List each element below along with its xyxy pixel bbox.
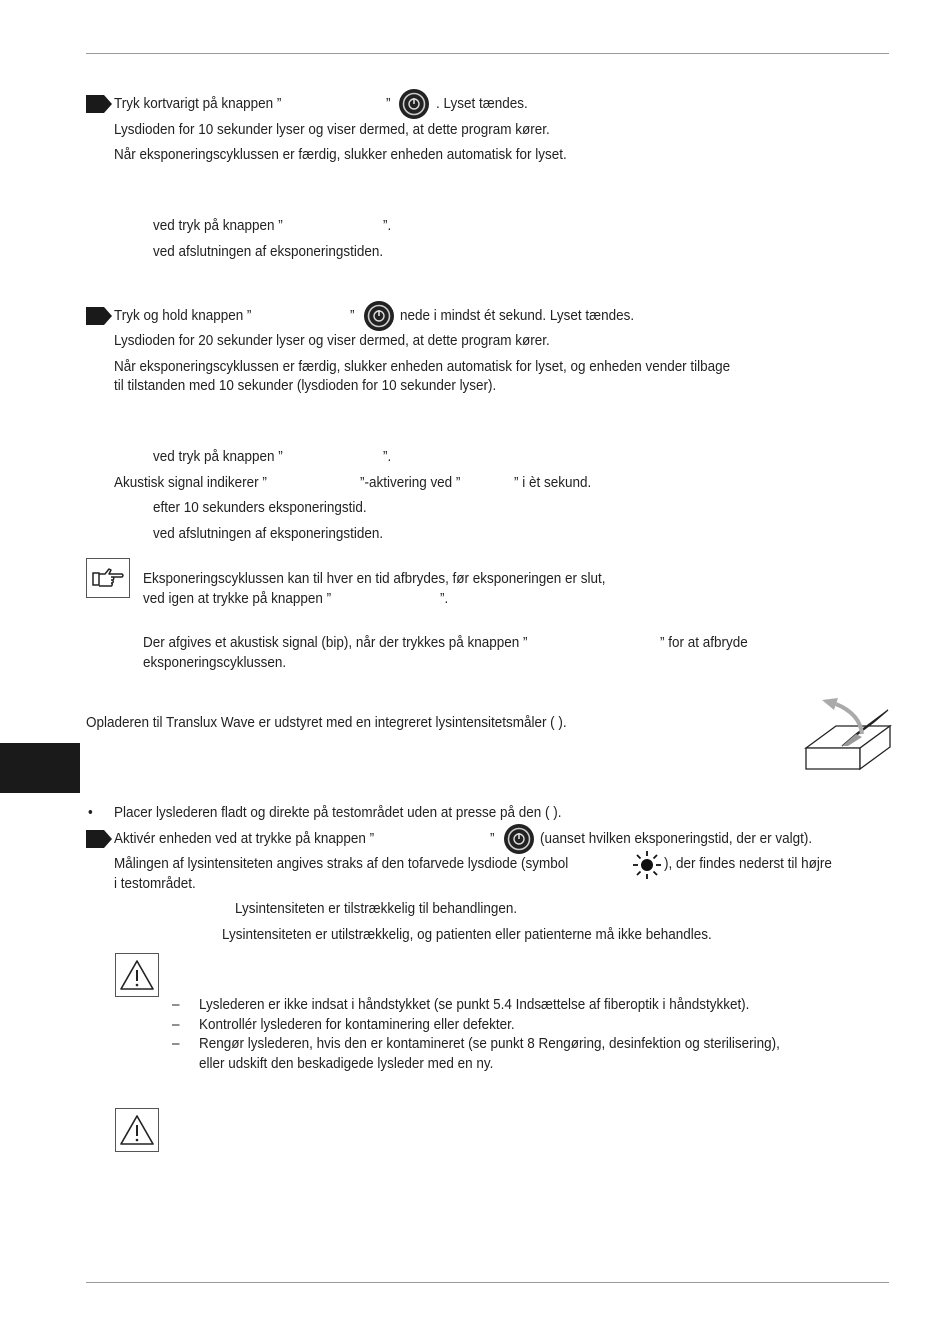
- w1-dash: –: [172, 997, 180, 1013]
- s1-line3: Når eksponeringscyklussen er færdig, slukker enheden automatisk for lyset.: [114, 147, 567, 163]
- s2-bullet-b: efter 10 sekunders eksponeringstid.: [153, 500, 367, 516]
- s2-quote-close: ”: [350, 308, 355, 324]
- header-rule: [86, 53, 889, 54]
- s2-line1: Tryk og hold knappen ”: [114, 308, 252, 324]
- w1-item: Rengør lyslederen, hvis den er kontamineret (se punkt 8 Rengøring, desinfektion og sterilisering),: [199, 1036, 780, 1052]
- note-line4: eksponeringscyklussen.: [143, 655, 287, 671]
- s3-quote-close: ”: [490, 831, 495, 847]
- power-button-icon: [363, 300, 395, 332]
- s1-line2: Lysdioden for 10 sekunder lyser og viser dermed, at dette program kører.: [114, 122, 550, 138]
- warning-triangle-icon: [115, 953, 159, 997]
- note-line2-end: ”.: [440, 591, 449, 607]
- s3-ok: Lysintensiteten er tilstrækkelig til behandlingen.: [235, 901, 518, 917]
- s2-bullet-a-end: ”.: [383, 449, 392, 465]
- w1-item: Lyslederen er ikke indsat i håndstykket (se punkt 5.4 Indsættelse af fiberoptik i håndstykket).: [199, 997, 750, 1013]
- s1-bullet-a: ved tryk på knappen ”: [153, 218, 283, 234]
- w1-item-cont: eller udskift den beskadigede lysleder med en ny.: [199, 1056, 494, 1072]
- note-line1: Eksponeringscyklussen kan til hver en tid afbrydes, før eksponeringen er slut,: [143, 571, 606, 587]
- warning-triangle-icon: [115, 1108, 159, 1152]
- s2-signal-mid: ”-aktivering ved ”: [360, 475, 461, 491]
- s3-measure1-end: ), der findes nederst til højre: [664, 856, 832, 872]
- step-arrow-icon: [86, 830, 112, 848]
- note-line3: Der afgives et akustisk signal (bip), når der trykkes på knappen ”: [143, 635, 528, 651]
- w1-dash: –: [172, 1036, 180, 1052]
- s3-not-ok: Lysintensiteten er utilstrækkelig, og patienten eller patienterne må ikke behandles.: [222, 927, 712, 943]
- s2-line1-end: nede i mindst ét sekund. Lyset tændes.: [400, 308, 635, 324]
- w1-item: Kontrollér lyslederen for kontaminering eller defekter.: [199, 1017, 515, 1033]
- note-line2: ved igen at trykke på knappen ”: [143, 591, 332, 607]
- s1-line1: Tryk kortvarigt på knappen ”: [114, 96, 282, 112]
- light-meter-illustration: [802, 696, 892, 772]
- s3-step2: Aktivér enheden ved at trykke på knappen ”: [114, 831, 375, 847]
- footer-rule: [86, 1282, 889, 1283]
- s2-line4: til tilstanden med 10 sekunder (lysdioden for 10 sekunder lyser).: [114, 378, 497, 394]
- s1-bullet-b: ved afslutningen af eksponeringstiden.: [153, 244, 384, 260]
- s2-line2: Lysdioden for 20 sekunder lyser og viser dermed, at dette program kører.: [114, 333, 550, 349]
- power-button-icon: [503, 823, 535, 855]
- s2-signal-end: ” i èt sekund.: [514, 475, 592, 491]
- s3-measure1: Målingen af lysintensiteten angives straks af den tofarvede lysdiode (symbol: [114, 856, 569, 872]
- s2-bullet-a: ved tryk på knappen ”: [153, 449, 283, 465]
- note-line3-end: ” for at afbryde: [660, 635, 748, 651]
- led-sun-icon: [632, 850, 662, 880]
- s3-step2-end: (uanset hvilken eksponeringstid, der er valgt).: [540, 831, 813, 847]
- step-arrow-icon: [86, 307, 112, 325]
- note-hand-icon: [86, 558, 130, 598]
- s3-measure2: i testområdet.: [114, 876, 196, 892]
- s3-bullet-dot: •: [88, 805, 93, 821]
- s1-quote-close: ”: [386, 96, 391, 112]
- s3-intro: Opladeren til Translux Wave er udstyret med en integreret lysintensitetsmåler ( ).: [86, 715, 567, 731]
- chapter-side-tab: [0, 743, 80, 793]
- s3-step1: Placer lyslederen fladt og direkte på testområdet uden at presse på den ( ).: [114, 805, 562, 821]
- s2-bullet-c: ved afslutningen af eksponeringstiden.: [153, 526, 384, 542]
- step-arrow-icon: [86, 95, 112, 113]
- power-button-icon: [398, 88, 430, 120]
- w1-dash: –: [172, 1017, 180, 1033]
- s2-line3: Når eksponeringscyklussen er færdig, slukker enheden automatisk for lyset, og enheden vender tilbage: [114, 359, 731, 375]
- s1-line1-end: . Lyset tændes.: [436, 96, 528, 112]
- s2-signal-start: Akustisk signal indikerer ”: [114, 475, 267, 491]
- s1-bullet-a-end: ”.: [383, 218, 392, 234]
